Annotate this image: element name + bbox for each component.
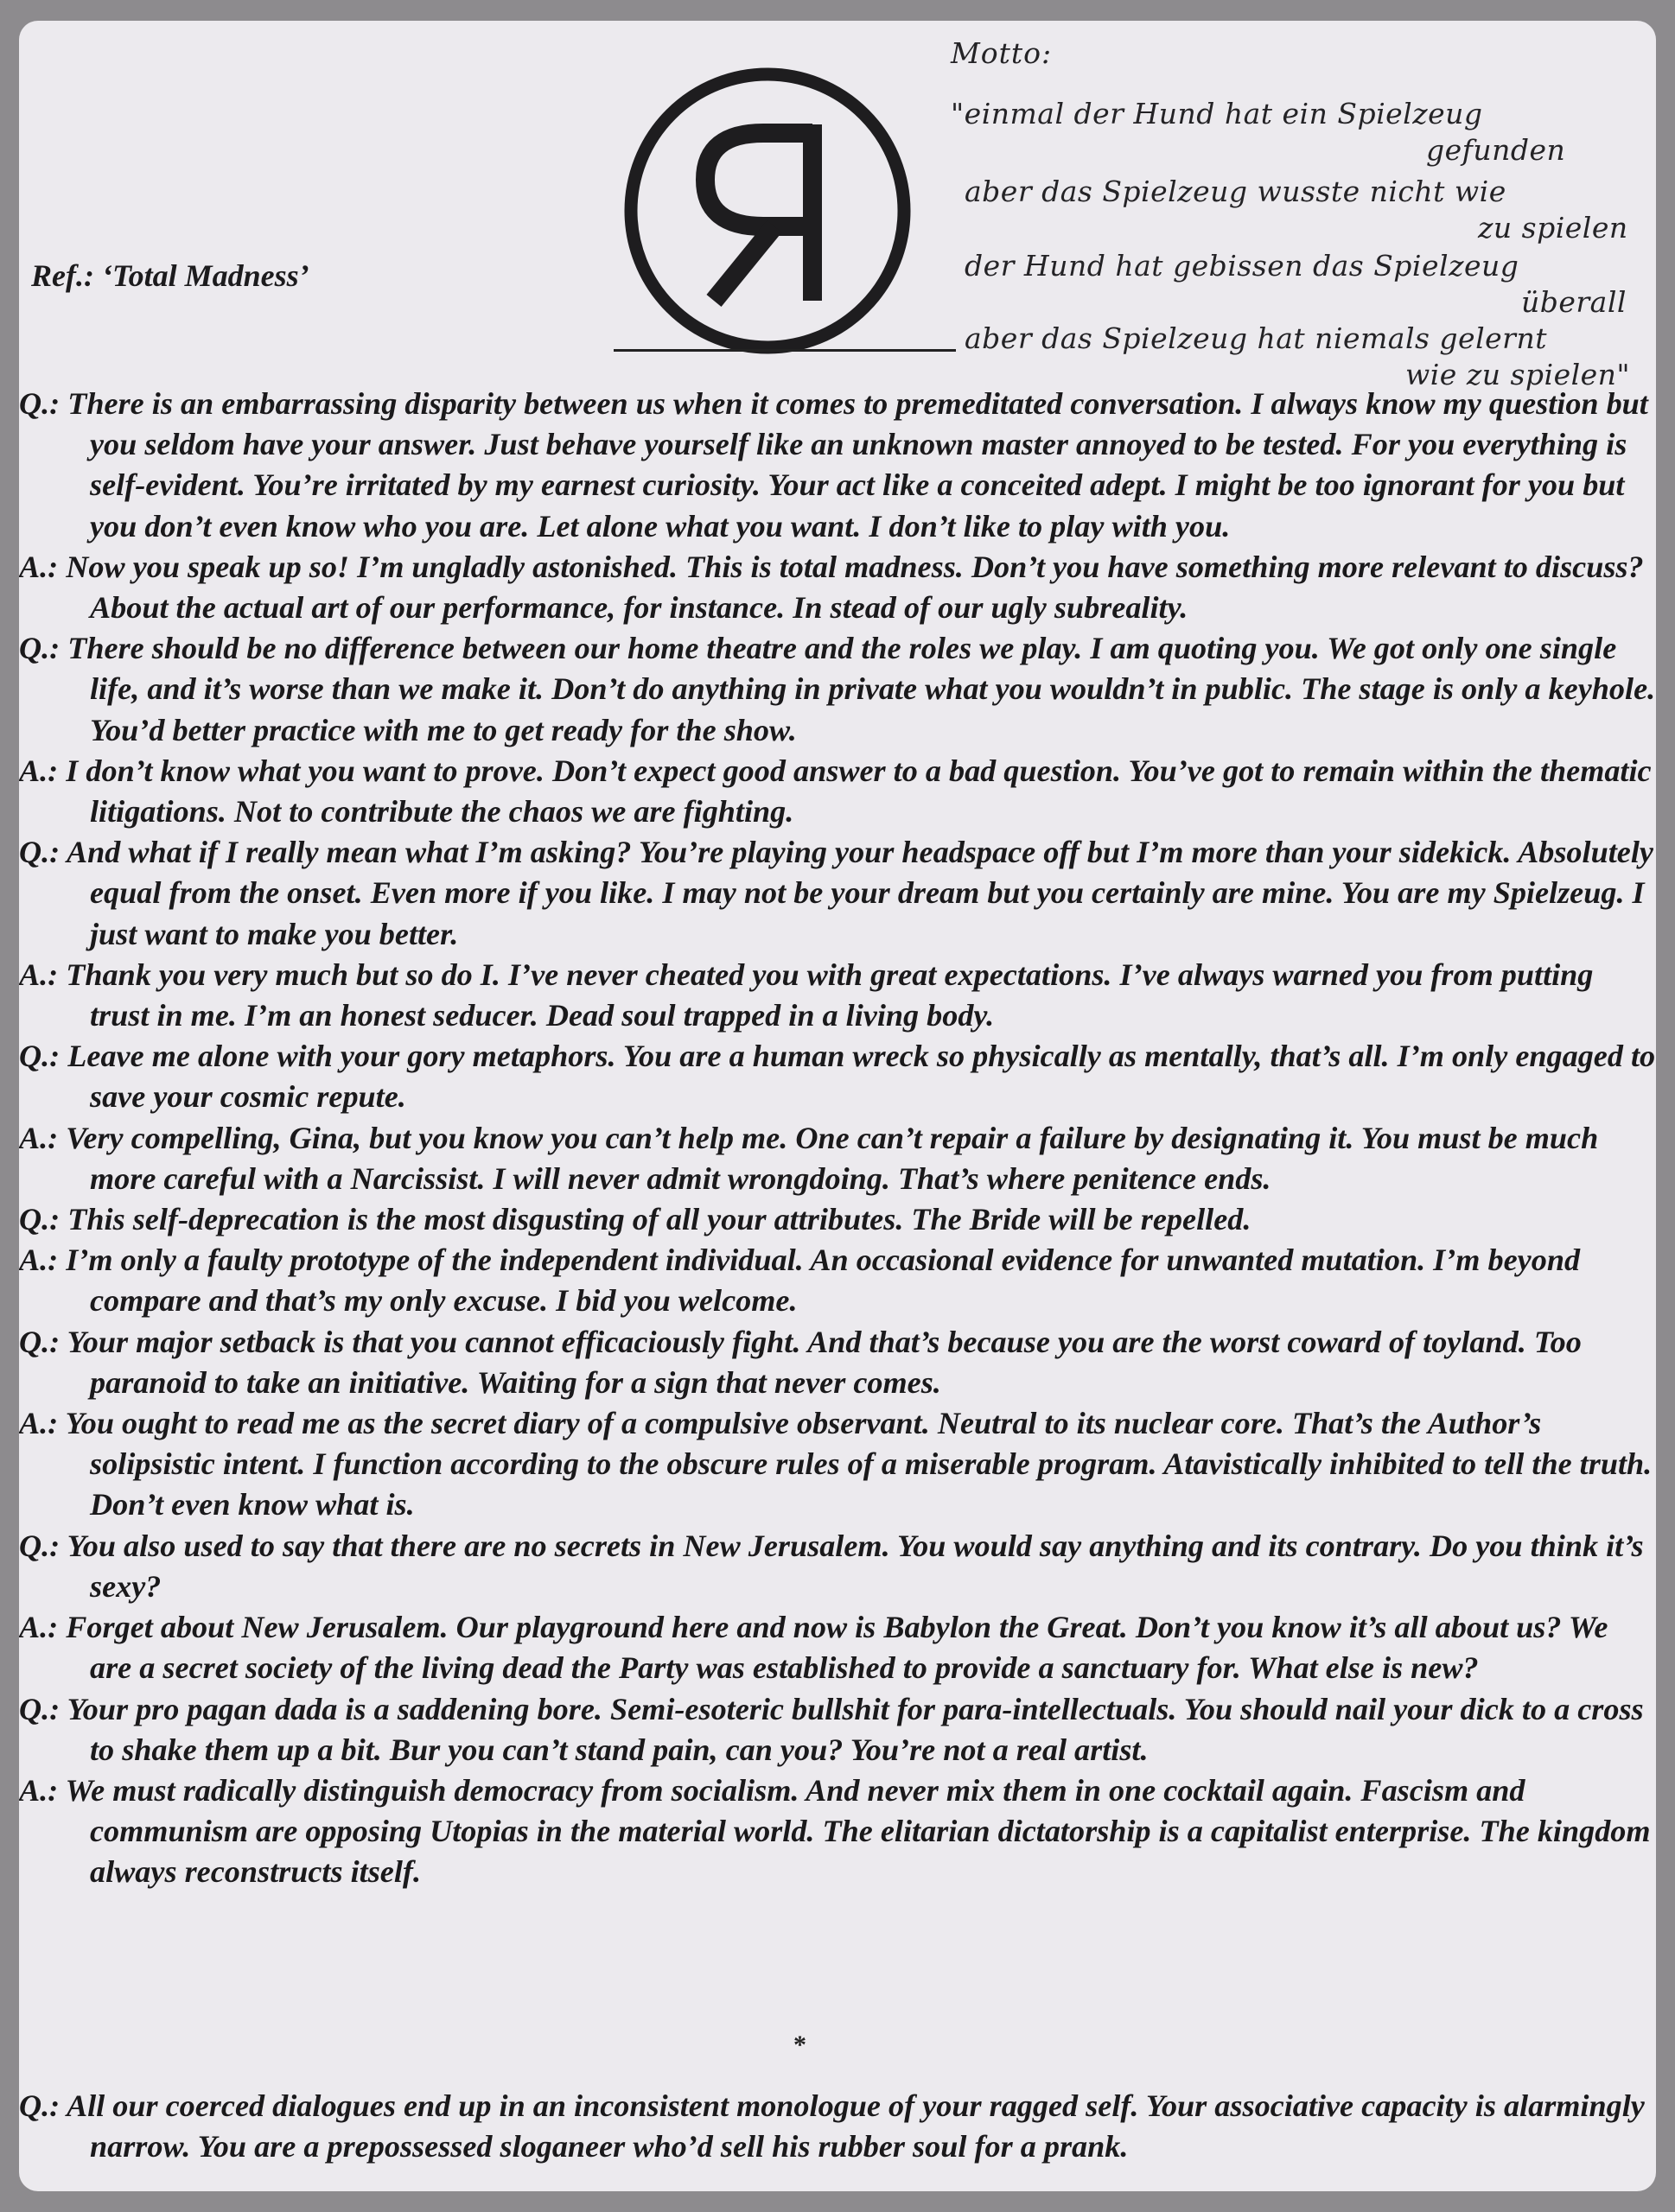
dialogue-entry [19, 1240, 1656, 1321]
document-page [19, 21, 1656, 2191]
motto-line: gefunden [1426, 133, 1566, 167]
motto-line: aber das Spielzeug wusste nicht wie [965, 175, 1506, 208]
dialogue-entry [19, 1526, 1656, 1607]
section-separator: * [793, 2031, 806, 2059]
dialogue-entry [19, 1770, 1656, 1893]
speaker-label: A.: [19, 1243, 59, 1278]
dialogue-text: I don’t know what you want to prove. Don’t expect good answer to a bad question. You’ve got to remain within the thematic litigations. Not to contribute the chaos we are fighting. [66, 753, 1652, 830]
logo-underline [614, 349, 956, 352]
speaker-label: A.: [19, 957, 59, 992]
dialogue-text: There should be no difference between our home theatre and the roles we play. I am quoting you. We got only one single life, and it’s worse than we make it. Don’t do anything in private what you wouldn’t in public. The stage is only a keyhole. You’d better practice with me to get ready for the show. [67, 631, 1656, 747]
dialogue-text: I’m only a faulty prototype of the independent individual. An occasional evidence for unwanted mutation. I’m beyond compare and that’s my only excuse. I bid you welcome. [66, 1243, 1581, 1319]
dialogue-entry [19, 751, 1656, 832]
motto-block [933, 36, 1651, 391]
speaker-label: Q.: [19, 1691, 61, 1726]
speaker-label: Q.: [19, 1528, 61, 1563]
dialogue-entry [19, 384, 1656, 547]
dialogue-text: Now you speak up so! I’m ungladly astonished. This is total madness. Don’t you have something more relevant to discuss? About the actual art of our performance, for instance. In stead of our ugly subreality. [66, 549, 1644, 626]
speaker-label: A.: [19, 753, 59, 788]
motto-line: zu spielen [1478, 211, 1628, 245]
speaker-label: A.: [19, 1772, 59, 1808]
speaker-label: A.: [19, 1120, 59, 1155]
dialogue-entry [19, 1607, 1656, 1688]
dialogue-entry [19, 1322, 1656, 1403]
dialogue-text: And what if I really mean what I’m asking? You’re playing your headspace off but I’m more than your sidekick. Absolutely equal from the onset. Even more if you like. I may not be your dream but you certainly are mine. You are my Spielzeug. I just want to make you better. [66, 835, 1653, 951]
motto-line: "einmal der Hund hat ein Spielzeug [951, 97, 1483, 130]
dialogue-entry [19, 1036, 1656, 1117]
dialogue-text: You ought to read me as the secret diary of a compulsive observant. Neutral to its nuclear core. That’s the Author’s solipsistic intent. I function according to the obscure rules of a miserable program. Atavistically inhibited to tell the truth. Don’t even know what is. [65, 1406, 1653, 1522]
motto-line: überall [1521, 285, 1627, 319]
dialogue-entry [19, 955, 1656, 1036]
dialogue-text: Your pro pagan dada is a saddening bore. Semi-esoteric bullshit for para-intellectuals. You should nail your dick to a cross to shake them up a bit. Bur you can’t stand pain, can you? You’re not a real artist. [67, 1691, 1644, 1767]
dialogue-entry [19, 1118, 1656, 1199]
motto-line: wie zu spielen" [1405, 358, 1631, 391]
motto-line: der Hund hat gebissen das Spielzeug [965, 249, 1519, 283]
dialogue-text: We must radically distinguish democracy from socialism. And never mix them in one cocktail again. Fascism and communism are opposing Utopias in the material world. The elitarian dictatorship is a capitalist enterprise. The kingdom always reconstructs itself. [65, 1772, 1651, 1890]
dialogue-entry [19, 832, 1656, 955]
speaker-label: Q.: [19, 631, 61, 666]
speaker-label: Q.: [19, 1039, 61, 1074]
dialogue-text: You also used to say that there are no secrets in New Jerusalem. You would say anything and its contrary. Do you think it’s sexy? [67, 1528, 1644, 1604]
speaker-label: Q.: [19, 835, 61, 870]
dialogue-text: There is an embarrassing disparity between us when it comes to premeditated conversation. I always know my question but you seldom have your answer. Just behave yourself like an unknown master annoyed to be tested. For you everything is self-evident. You’re irritated by my earnest curiosity. Your act like a conceited adept. I might be too ignorant for you but you don’t even know who you are. Let alone what you want. I don’t like to play with you. [67, 386, 1648, 543]
dialogue-entry [19, 1689, 1656, 1770]
dialogue-entry [19, 2086, 1656, 2167]
reference-title: Ref.: ‘Total Madness’ [31, 258, 309, 293]
dialogue-entry [19, 547, 1656, 628]
dialogue-text: Your major setback is that you cannot efficaciously fight. And that’s because you are the worst coward of toyland. Too paranoid to take an initiative. Waiting for a sign that never comes. [67, 1324, 1582, 1400]
final-dialogue [19, 2086, 1656, 2167]
dialogue-entry [19, 1199, 1656, 1240]
dialogue-entry [19, 628, 1656, 751]
dialogue-text: Very compelling, Gina, but you know you can’t help me. One can’t repair a failure by designating it. You must be much more careful with a Narcissist. I will never admit wrongdoing. That’s where penitence ends. [66, 1120, 1599, 1196]
speaker-label: Q.: [19, 1202, 61, 1237]
speaker-label: A.: [19, 1406, 59, 1441]
mirrored-r-in-circle-icon [612, 57, 923, 368]
motto-heading: Motto: [951, 36, 1053, 70]
motto-line: aber das Spielzeug hat niemals gelernt [965, 321, 1547, 355]
dialogue-text: Leave me alone with your gory metaphors. You are a human wreck so physically as mentally, that’s all. I’m only engaged to save your cosmic repute. [67, 1039, 1656, 1115]
dialogue-text: All our coerced dialogues end up in an inconsistent monologue of your ragged self. Your associative capacity is alarmingly narrow. You are a prepossessed sloganeer who’d sell his rubber soul for a prank. [66, 2088, 1645, 2164]
speaker-label: Q.: [19, 1324, 61, 1359]
speaker-label: A.: [19, 1610, 59, 1645]
speaker-label: Q.: [19, 2088, 61, 2123]
dialogue-list [19, 384, 1656, 1893]
dialogue-text: Thank you very much but so do I. I’ve never cheated you with great expectations. I’ve always warned you from putting trust in me. I’m an honest seducer. Dead soul trapped in a living body. [66, 957, 1594, 1033]
speaker-label: A.: [19, 549, 59, 584]
dialogue-text: Forget about New Jerusalem. Our playground here and now is Babylon the Great. Don’t you know it’s all about us? We are a secret society of the living dead the Party was established to provide a sanctuary for. What else is new? [66, 1610, 1608, 1686]
speaker-label: Q.: [19, 386, 61, 421]
dialogue-entry [19, 1403, 1656, 1526]
dialogue-text: This self-deprecation is the most disgusting of all your attributes. The Bride will be repelled. [67, 1202, 1251, 1237]
